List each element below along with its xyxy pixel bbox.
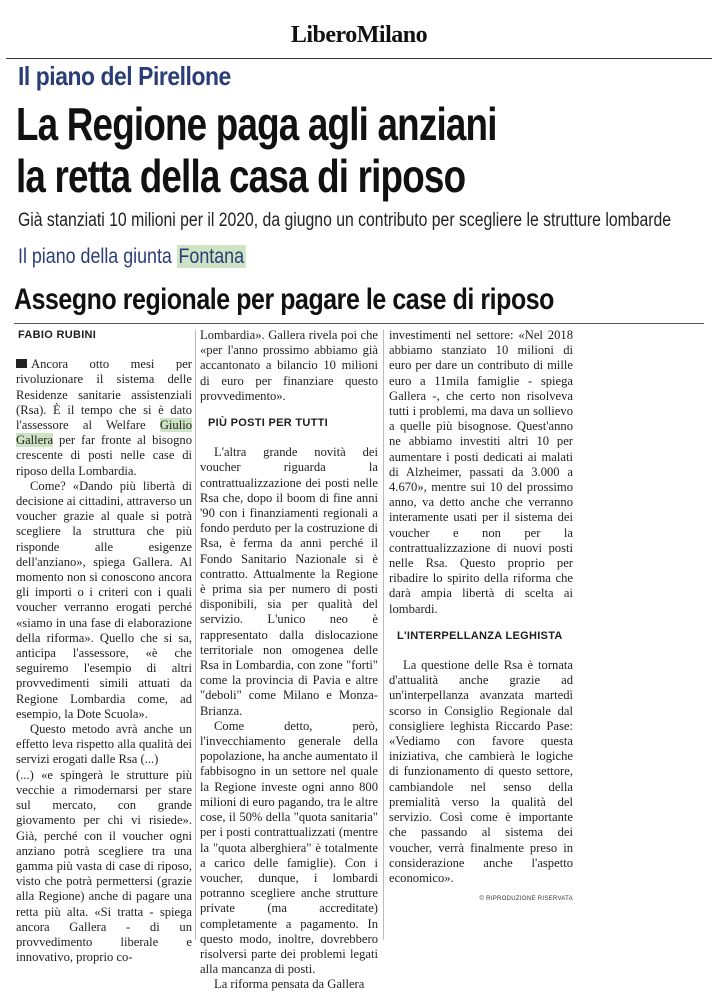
headline-line-1: La Regione paga agli anziani [16,98,497,150]
paragraph-text: per far fronte al bisogno crescente di posti nelle case di riposo della Lombardia. [16,433,192,478]
highlighted-name: Giulio [159,418,192,433]
article-column-3 [389,328,573,907]
paragraph: La riforma pensata da Gallera [214,977,365,992]
section-heading: L'INTERPELLANZA LEGHISTA [397,629,563,642]
deck-headline: Assegno regionale per pagare le case di riposo [14,283,554,316]
copyright-notice: © RIPRODUZIONE RISERVATA [479,896,573,903]
subkicker-prefix: Il piano della giunta [18,245,177,268]
paragraph: Questo metodo avrà anche un effetto leva rispetto alla qualità dei servizi erogati dalle Rsa (...) [16,722,192,767]
paragraph: investimenti nel settore: «Nel 2018 abbiamo stanziato 10 milioni di euro per dare un contributo di mille euro a 11mila famiglie - spiega Gallera -, che certo non risolveva tutti i problemi, ma dava un sollievo a quelle più bisognose. Quest'anno ne abbiamo investiti altri 10 per aumentare i posti dedicati ai malati di Alzheimer, passati da 3.000 a 4.670», mentre sui 10 del prossimo anno, va detto anche che verranno interamente usati per il sistema dei voucher e non per la contrattualizzazione di nuovi posti nelle Rsa. Questo proprio per ribadire lo spirito della riforma che darà ampia libertà di scelta ai lombardi. [389,328,573,616]
subkicker-name: Fontana [178,245,244,268]
paragraph: Come? «Dando più libertà di decisione ai cittadini, attraverso un voucher grazie al quale si potrà scegliere la struttura che più risponde alle esigenze dell'anziano», spiega Gallera. Al momento non si conoscono ancora gli importi o i criteri con i quali voucher verranno erogati perché «siamo in una fase di elaborazione della riforma». Quello che si sa, anticipa l'assessore, «è che seguiremo l'esempio di altri provvedimenti simili attuati da Regione Lombardia come, ad esempio, la Dote Scuola». [16,478,192,721]
lead-square-icon [16,359,27,368]
paragraph: Lombardia». Gallera rivela poi che «per l'anno prossimo abbiamo già accantonato a bilancio 10 milioni di euro per finanziare questo provvedimento». [200,328,378,403]
article-column-1 [16,328,192,965]
paragraph [16,357,192,479]
highlighted-name: Gallera [16,433,54,448]
section-heading: PIÙ POSTI PER TUTTI [208,417,328,430]
standfirst: Già stanziati 10 milioni per il 2020, da giugno un contributo per scegliere le strutture lombarde [18,210,672,231]
deck-rule [14,323,704,324]
byline: FABIO RUBINI [18,329,97,341]
subkicker [18,245,246,269]
paragraph: (...) «e spingerà le strutture più vecchie a rimodernarsi per stare sul mercato, con grande giovamento per chi vi risiede». Già, perché con il voucher ogni anziano potrà scegliere tra una gamma più vasta di case di riposo, visto che potrà permettersi (grazie alla Regione) anche di pagare una retta più alta. «Si tratta - spiega ancora Gallera - di un provvedimento liberale e innovativo, proprio co- [16,767,192,965]
paragraph: Come detto, però, l'invecchiamento generale della popolazione, ha anche aumentato il fabbisogno in un settore nel quale la Regione investe ogni anno 800 milioni di euro pagando, tra le altre cose, il 50% della "quota sanitaria" per i posti contrattualizzati (mentre la "quota alberghiera" è totalmente a carico delle famiglie). Con i voucher, dunque, i lombardi potranno scegliere anche strutture private (ma accreditate) completamente a pagamento. In questo modo, inoltre, dovrebbero risolversi parte dei problemi legati alla mancanza di posti. [200,718,379,977]
column-divider [195,330,196,940]
headline-line-2: la retta della casa di riposo [16,150,466,202]
column-divider [383,330,384,940]
paragraph: La questione delle Rsa è tornata d'attualità anche grazie ad un'interpellanza avanzata martedì scorso in Consiglio Regionale dal consigliere leghista Riccardo Pase: «Vediamo con favore questa iniziativa, che cambierà le logiche di funzionamento di questo settore, cambiandole nel senso della premialità verso la qualità del servizio. Così come è importante che passando al sistema dei voucher, verrà finalmente preso in considerazione anche l'aspetto economico». [389,658,573,885]
article-column-2 [200,328,378,993]
headline [16,98,568,202]
paragraph: L'altra grande novità dei voucher riguarda la contrattualizzazione dei posti nelle Rsa che, dopo il boom di fine anni '90 con i finanziamenti regionali a fondo perduto per la costruzione di Rsa, è ferma da anni perché il Fondo Sanitario Nazionale si è contratto. Attualmente la Regione è prima sia per numero di posti disponibili, sia per qualità del servizio. L'unico neo è rappresentato dalla dislocazione territoriale non omogenea delle Rsa in Lombardia, con zone "forti" come la provincia di Pavia e altre "deboli" come Milano e Monza-Brianza. [200,445,378,718]
masthead: LiberoMilano [290,22,428,48]
masthead-rule [6,58,712,59]
paragraph-text: Ancora otto mesi per rivoluzionare il sistema delle Residenze sanitarie assistenziali (Rsa). È il tempo che si è dato l'assessore al Welfare [16,357,192,433]
kicker: Il piano del Pirellone [18,61,231,91]
